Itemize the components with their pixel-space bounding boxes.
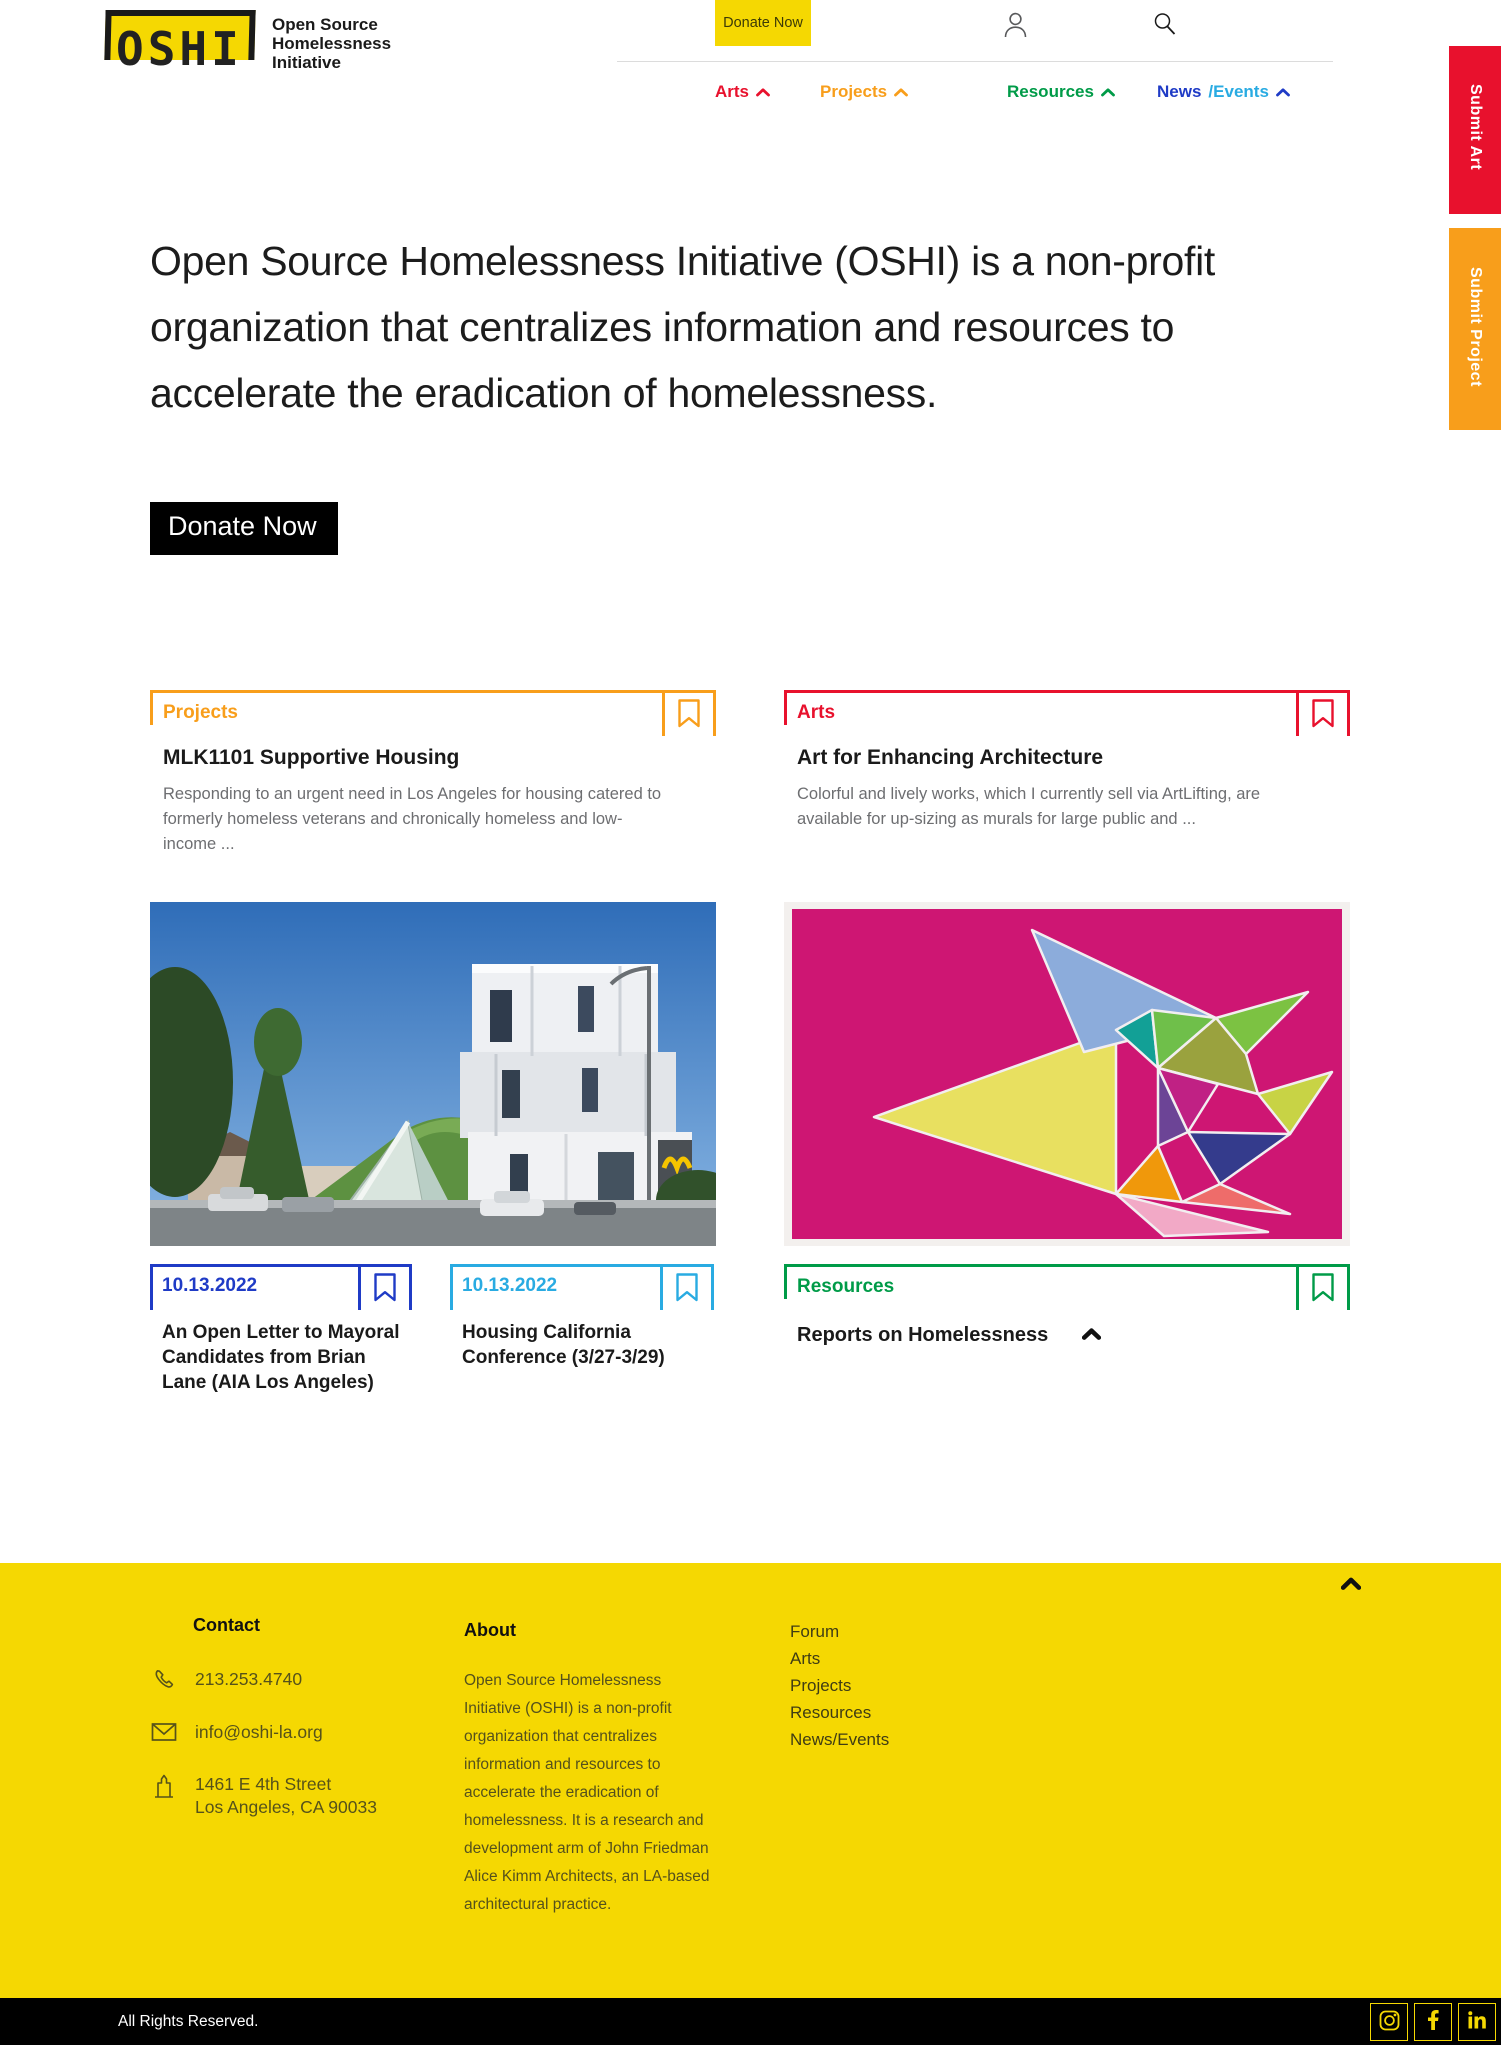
nav-arts[interactable]: Arts (715, 82, 770, 102)
arts-card-label: Arts (797, 702, 836, 723)
footer-contact (150, 1615, 377, 1846)
footer-link-projects[interactable]: Projects (790, 1676, 852, 1695)
user-account-button[interactable] (1002, 11, 1029, 42)
facebook-button[interactable] (1414, 2003, 1452, 2041)
divider (1347, 690, 1350, 736)
social-links (1370, 2003, 1496, 2041)
hero-mission-statement: Open Source Homelessness Initiative (OSHI) is a non-profit organization that centralizes information and resources to accelerate the eradication of homelessness. (150, 238, 1215, 416)
building-icon (150, 1771, 178, 1799)
footer-about (464, 1620, 722, 1919)
search-icon (1152, 24, 1177, 39)
chevron-up-icon (894, 82, 908, 102)
bottom-bar (0, 1998, 1501, 2045)
projects-card-header (150, 690, 716, 738)
arts-card (784, 690, 1350, 1246)
chevron-up-icon (756, 82, 770, 102)
chevron-up-icon (1276, 82, 1290, 102)
divider (409, 1264, 412, 1310)
bookmark-button[interactable] (361, 1264, 409, 1305)
header-divider (617, 61, 1333, 62)
bookmark-icon (374, 1290, 396, 1305)
linkedin-button[interactable] (1458, 2003, 1496, 2041)
news-card-title[interactable]: An Open Letter to Mayoral Candidates from Brian Lane (AIA Los Angeles) (162, 1322, 400, 1393)
phone-icon (150, 1666, 178, 1692)
envelope-icon (150, 1719, 178, 1743)
projects-card (150, 690, 716, 1246)
phone-row[interactable] (150, 1666, 377, 1692)
chevron-up-icon (1082, 1328, 1101, 1343)
bookmark-button[interactable] (1299, 1264, 1347, 1305)
bookmark-button[interactable] (665, 690, 713, 731)
resources-card-title[interactable]: Reports on Homelessness (797, 1324, 1049, 1346)
resources-card-label: Resources (797, 1276, 895, 1297)
phone-number: 213.253.4740 (195, 1669, 303, 1689)
news-card (450, 1264, 714, 1395)
geometric-star-artwork[interactable] (784, 902, 1350, 1246)
news-card (150, 1264, 412, 1395)
projects-card-body (150, 746, 716, 902)
footer (0, 1563, 1501, 1998)
projects-card-label: Projects (163, 702, 238, 723)
chevron-up-icon (1341, 1578, 1361, 1593)
nav-news-events[interactable]: News /Events (1157, 82, 1290, 102)
footer-link-resources[interactable]: Resources (790, 1703, 872, 1722)
instagram-icon (1379, 2010, 1400, 2034)
projects-card-description: Responding to an urgent need in Los Angeles for housing catered to formerly homeless veterans and chronically homeless and low-income ... (163, 785, 662, 853)
submit-art-button[interactable]: Submit Art (1449, 46, 1501, 214)
about-text: Open Source Homelessness Initiative (OSHI) is a non-profit organization that centralizes information and resources to accelerate the eradication of homelessness. It is a research and development arm of John Friedman Alice Kimm Architects, an LA-based architectural practice. (464, 1672, 710, 1913)
facebook-icon (1427, 2010, 1439, 2033)
donate-now-header-button[interactable]: Donate Now (715, 0, 811, 46)
bookmark-icon (1312, 716, 1334, 731)
news-card-header (450, 1264, 714, 1310)
bookmark-button[interactable] (1299, 690, 1347, 731)
email-row[interactable] (150, 1719, 377, 1744)
bookmark-icon (1312, 1290, 1334, 1305)
featured-cards-row (150, 690, 1350, 1246)
logo-acronym: OSHI (116, 22, 243, 76)
footer-link-forum[interactable]: Forum (790, 1622, 840, 1641)
contact-heading: Contact (193, 1615, 260, 1635)
collapse-reports-button[interactable] (1080, 1326, 1103, 1345)
bookmark-button[interactable] (663, 1264, 711, 1305)
arts-card-title[interactable]: Art for Enhancing Architecture (797, 746, 1104, 769)
resources-card-header (784, 1264, 1350, 1312)
bookmark-corner (358, 1264, 412, 1310)
oshi-logo-mark (105, 10, 255, 76)
bookmark-corner (1296, 690, 1350, 736)
news-resources-row (150, 1264, 1350, 1395)
email-address: info@oshi-la.org (195, 1722, 323, 1742)
donate-now-hero-button[interactable]: Donate Now (150, 502, 338, 555)
arts-card-body (784, 746, 1350, 902)
street-address: 1461 E 4th Street Los Angeles, CA 90033 (195, 1774, 377, 1817)
oshi-logo[interactable] (105, 10, 391, 76)
submit-project-button[interactable]: Submit Project (1449, 228, 1501, 430)
divider (1347, 1264, 1350, 1310)
search-button[interactable] (1152, 11, 1177, 39)
brand-name: Open Source Homelessness Initiative (272, 15, 392, 72)
bookmark-corner (662, 690, 716, 736)
divider (713, 690, 716, 736)
news-card-title[interactable]: Housing California Conference (3/27-3/29) (462, 1322, 665, 1368)
arts-card-description: Colorful and lively works, which I currently sell via ArtLifting, are available for up-sizing as murals for large public and ... (797, 785, 1261, 828)
divider (711, 1264, 714, 1310)
resources-card (784, 1264, 1350, 1395)
footer-link-arts[interactable]: Arts (790, 1649, 821, 1668)
copyright-text: All Rights Reserved. (118, 2012, 259, 2030)
footer-link-news-events[interactable]: News/Events (790, 1730, 890, 1749)
bookmark-corner (1296, 1264, 1350, 1310)
mlk1101-building-photo[interactable] (150, 902, 716, 1246)
instagram-button[interactable] (1370, 2003, 1408, 2041)
back-to-top-button[interactable] (1341, 1577, 1361, 1593)
header (0, 0, 1501, 115)
user-icon (1002, 27, 1029, 42)
about-heading: About (464, 1620, 516, 1640)
nav-projects[interactable]: Projects (820, 82, 908, 102)
bookmark-corner (660, 1264, 714, 1310)
bookmark-icon (676, 1290, 698, 1305)
bookmark-icon (678, 716, 700, 731)
news-card-header (150, 1264, 412, 1310)
nav-resources[interactable]: Resources (1007, 82, 1115, 102)
projects-card-title[interactable]: MLK1101 Supportive Housing (163, 746, 460, 769)
news-date: 10.13.2022 (162, 1275, 258, 1296)
footer-links (790, 1618, 889, 1753)
news-date: 10.13.2022 (462, 1275, 558, 1296)
arts-card-header (784, 690, 1350, 738)
chevron-up-icon (1101, 82, 1115, 102)
address-row (150, 1771, 377, 1819)
linkedin-icon (1468, 2011, 1486, 2032)
